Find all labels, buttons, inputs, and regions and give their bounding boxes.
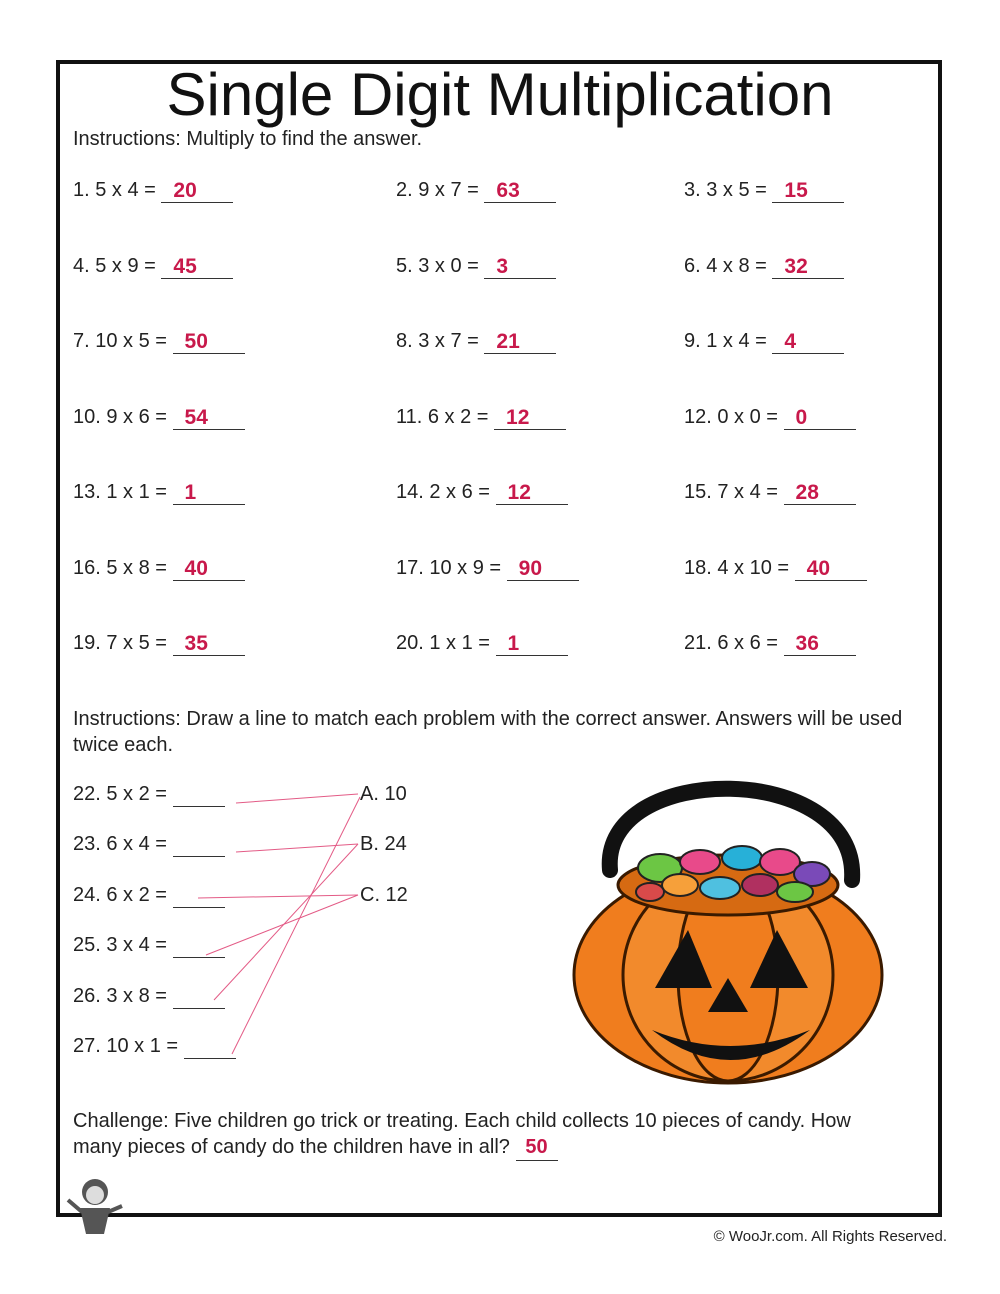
answer-value: 36: [795, 632, 819, 655]
problem-label: 16. 5 x 8 =: [73, 556, 173, 579]
copyright-notice: © WooJr.com. All Rights Reserved.: [713, 1228, 947, 1245]
answer-value: 28: [795, 481, 819, 504]
matching-label: 23. 6 x 4 =: [73, 833, 173, 856]
answer-value: 50: [184, 330, 208, 353]
answer-value: 15: [784, 179, 808, 202]
problem-label: 13. 1 x 1 =: [73, 481, 173, 503]
answer-value: 40: [806, 556, 830, 580]
problem-label: 18. 4 x 10 =: [684, 556, 795, 579]
answer-value: 1: [184, 481, 197, 504]
problem-label: 8. 3 x 7 =: [396, 330, 485, 352]
problem-label: 1. 5 x 4 =: [73, 179, 162, 201]
answer-value: 4: [784, 330, 797, 353]
problem-label: 6. 4 x 8 =: [684, 254, 773, 277]
problem-label: 12. 0 x 0 =: [684, 405, 784, 428]
problem-label: 11. 6 x 2 =: [396, 405, 495, 428]
problem-label: 19. 7 x 5 =: [73, 632, 173, 654]
answer-value: 20: [173, 179, 197, 202]
answer-value: 32: [784, 254, 808, 278]
answer-value: 40: [184, 556, 208, 580]
problem-label: 3. 3 x 5 =: [684, 179, 773, 201]
instructions-multiply: Instructions: Multiply to find the answer.: [73, 128, 423, 150]
answer-value: 12: [507, 481, 531, 504]
problem-label: 17. 10 x 9 =: [396, 556, 507, 579]
answer-value: 45: [173, 254, 197, 278]
matching-option-c[interactable]: C. 12: [360, 883, 408, 906]
worksheet-title: Single Digit Multiplication: [166, 61, 834, 128]
matching-option-b[interactable]: B. 24: [360, 833, 407, 856]
answer-value: 21: [496, 330, 520, 353]
problem-label: 5. 3 x 0 =: [396, 254, 485, 277]
problem-label: 2. 9 x 7 =: [396, 179, 485, 201]
problem-label: 15. 7 x 4 =: [684, 481, 784, 503]
matching-option-a[interactable]: A. 10: [360, 783, 407, 805]
matching-label: 25. 3 x 4 =: [73, 934, 173, 957]
matching-label: 26. 3 x 8 =: [73, 984, 173, 1007]
problem-label: 10. 9 x 6 =: [73, 405, 173, 428]
problem-label: 21. 6 x 6 =: [684, 632, 784, 654]
challenge-question: [73, 1108, 893, 1161]
matching-label: 22. 5 x 2 =: [73, 783, 173, 805]
answer-value: 3: [496, 254, 509, 278]
problem-label: 14. 2 x 6 =: [396, 481, 496, 503]
matching-label: 27. 10 x 1 =: [73, 1035, 184, 1057]
instructions-matching: Instructions: Draw a line to match each problem with the correct answer. Answers will be used twice each.: [73, 708, 903, 756]
answer-value: 1: [507, 632, 520, 655]
answer-value: 12: [506, 405, 530, 429]
problem-label: 4. 5 x 9 =: [73, 254, 162, 277]
problem-label: 9. 1 x 4 =: [684, 330, 773, 352]
answer-value: 90: [518, 556, 542, 580]
challenge-text: Challenge: Five children go trick or treating. Each child collects 10 pieces of candy. How many pieces of candy do the children have in all?: [73, 1110, 851, 1158]
answer-value: 0: [795, 405, 808, 429]
problem-label: 20. 1 x 1 =: [396, 632, 496, 654]
matching-label: 24. 6 x 2 =: [73, 883, 173, 906]
answer-value: 54: [184, 405, 208, 429]
answer-value: 63: [496, 179, 520, 202]
problem-label: 7. 10 x 5 =: [73, 330, 173, 352]
challenge-answer[interactable]: 50: [516, 1134, 558, 1161]
answer-value: 35: [184, 632, 208, 655]
